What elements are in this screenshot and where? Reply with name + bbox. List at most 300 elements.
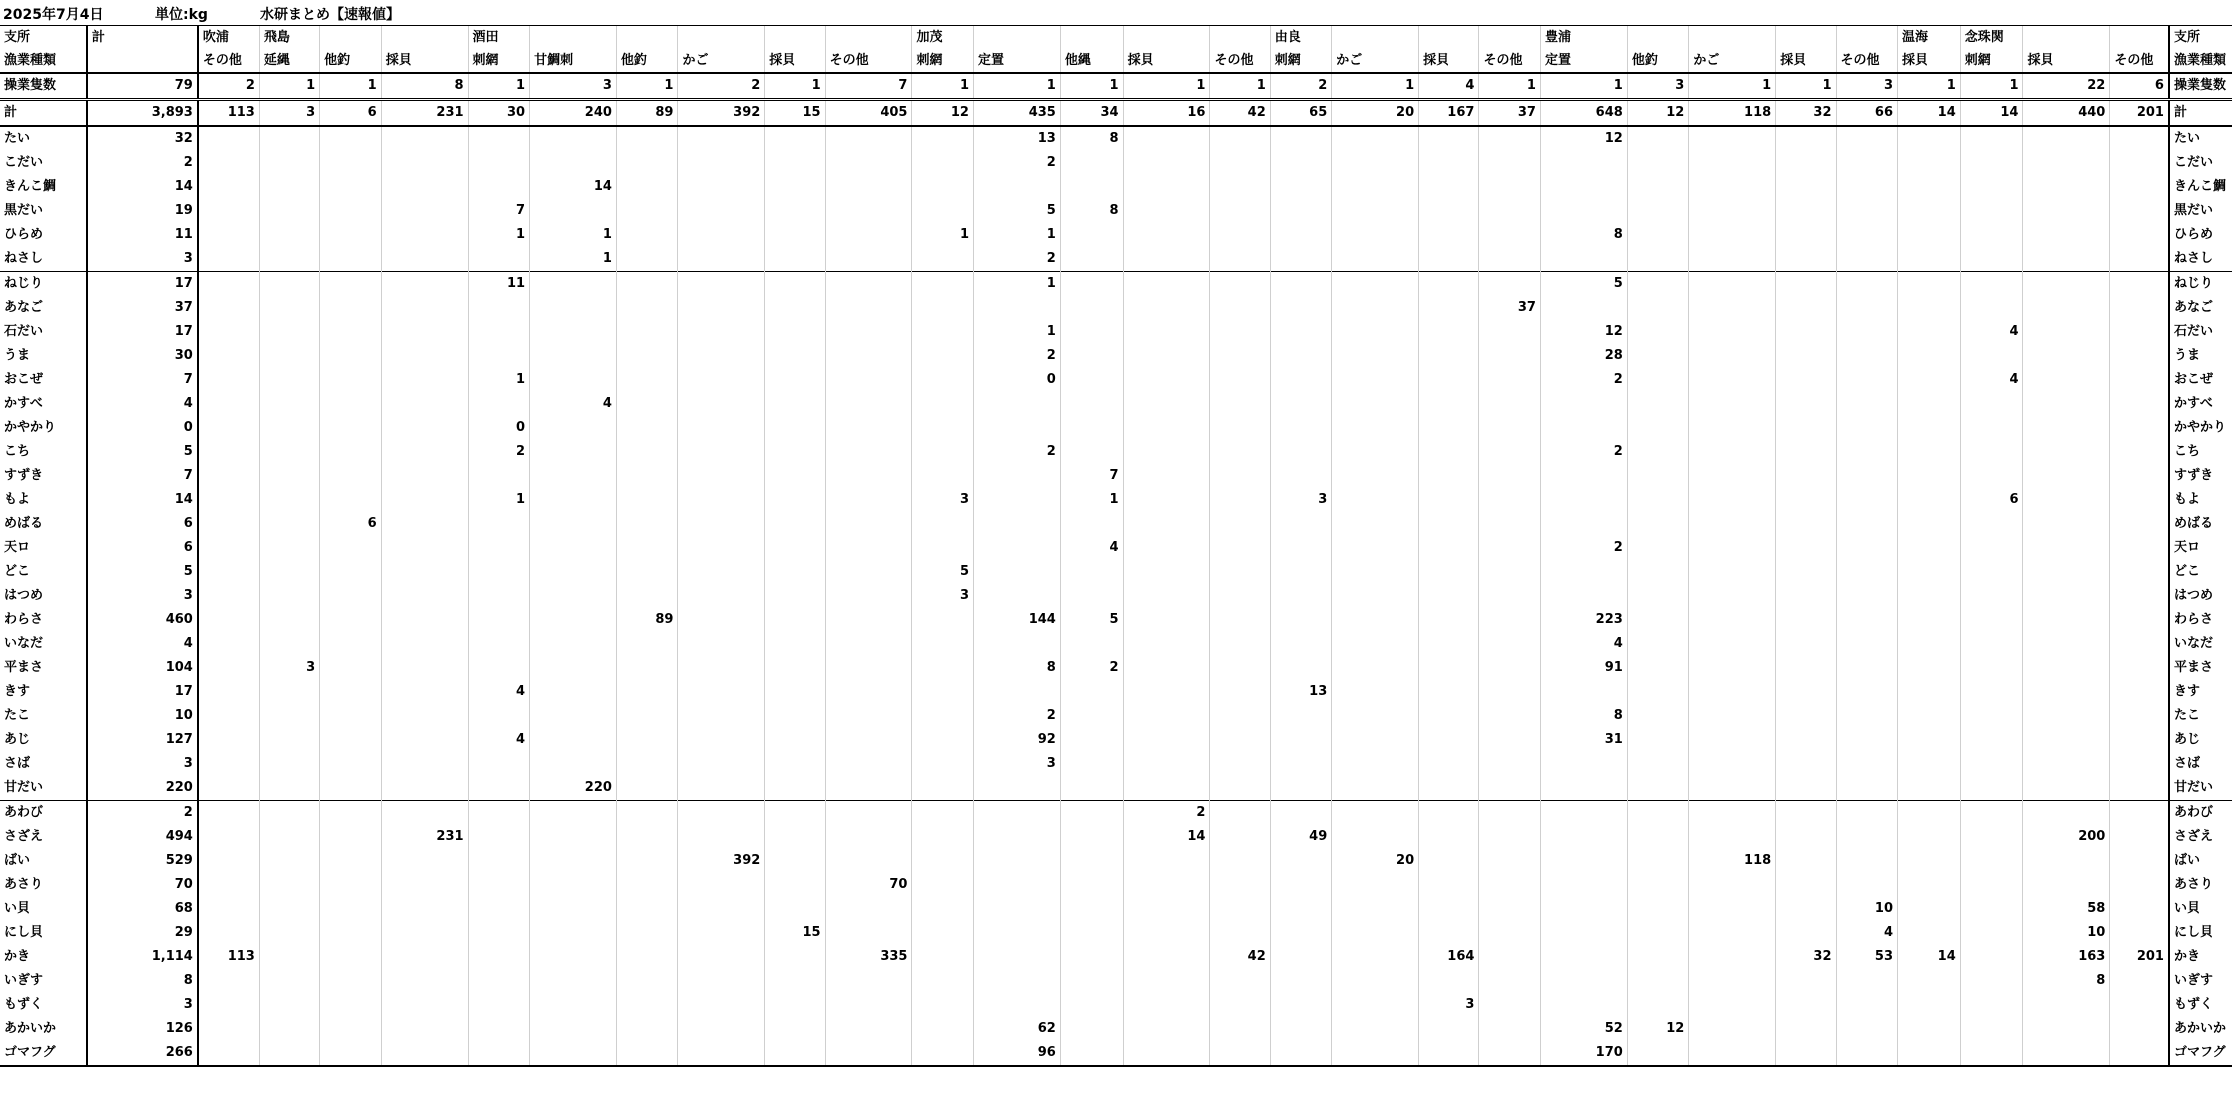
species-value-cell — [1332, 704, 1419, 728]
species-value-cell — [1123, 247, 1210, 272]
species-value-cell — [468, 512, 530, 536]
species-row — [0, 825, 2232, 849]
species-value-cell — [468, 584, 530, 608]
species-value-cell — [468, 464, 530, 488]
species-value-cell — [825, 849, 912, 873]
total-cell: 240 — [530, 100, 617, 127]
species-value-cell — [765, 969, 825, 993]
gear-cell: 刺網 — [912, 49, 974, 73]
species-value-cell: 13 — [1270, 680, 1332, 704]
species-value-cell — [1210, 392, 1270, 416]
species-value-cell — [2023, 1017, 2110, 1041]
species-value-cell — [912, 921, 974, 945]
species-value-cell — [1898, 223, 1961, 247]
species-value-cell — [1776, 897, 1836, 921]
species-value-cell — [1776, 560, 1836, 584]
species-value-cell — [765, 873, 825, 897]
species-value-cell — [320, 440, 382, 464]
species-value-cell — [468, 175, 530, 199]
species-value-cell — [530, 560, 617, 584]
species-value-cell — [1627, 632, 1689, 656]
species-value-cell — [912, 728, 974, 752]
species-row — [0, 320, 2232, 344]
species-value-cell — [259, 849, 319, 873]
species-value-cell — [381, 247, 468, 272]
species-value-cell — [678, 632, 765, 656]
species-value-cell — [1898, 320, 1961, 344]
species-value-cell — [259, 344, 319, 368]
species-value-cell — [1898, 608, 1961, 632]
total-cell: 14 — [1898, 100, 1961, 127]
species-name: 天ロ — [4, 540, 31, 555]
vessel-count-cell: 79 — [87, 73, 198, 100]
species-value-cell — [2110, 873, 2169, 897]
branch-name-cell — [1776, 26, 1836, 50]
species-value-cell — [825, 776, 912, 801]
species-value-cell — [616, 320, 678, 344]
species-value-cell — [198, 728, 260, 752]
species-value-cell — [1776, 464, 1836, 488]
species-value-cell — [1627, 776, 1689, 801]
species-value-cell — [1627, 320, 1689, 344]
species-value-cell — [973, 776, 1060, 801]
species-value-cell — [198, 488, 260, 512]
species-value-cell — [2110, 969, 2169, 993]
species-value-cell — [1332, 296, 1419, 320]
species-value-cell — [1479, 608, 1541, 632]
species-value-cell: 32 — [1776, 945, 1836, 969]
species-value-cell — [1776, 512, 1836, 536]
gear-cell: 採貝 — [765, 49, 825, 73]
species-row — [0, 584, 2232, 608]
species-value-cell — [1270, 151, 1332, 175]
species-value-cell — [1332, 969, 1419, 993]
species-value-cell — [2110, 464, 2169, 488]
total-label-right: 計 — [2169, 100, 2232, 127]
species-value-cell — [1898, 801, 1961, 826]
species-value-cell — [198, 704, 260, 728]
species-value-cell — [468, 560, 530, 584]
species-value-cell — [381, 728, 468, 752]
species-value-cell — [973, 392, 1060, 416]
branch-name-cell — [381, 26, 468, 50]
species-value-cell — [1627, 849, 1689, 873]
species-name-right: こち — [2169, 440, 2232, 464]
species-value-cell — [320, 126, 382, 151]
species-value-cell: 2 — [1540, 536, 1627, 560]
species-value-cell — [616, 175, 678, 199]
species-name: もよ — [4, 492, 31, 507]
species-value-cell — [1836, 199, 1898, 223]
species-value-cell — [1540, 849, 1627, 873]
species-value-cell — [1898, 126, 1961, 151]
species-value-cell — [1419, 272, 1479, 297]
species-value-cell — [2110, 416, 2169, 440]
species-value-cell — [320, 1041, 382, 1066]
species-value-cell — [1540, 945, 1627, 969]
species-value-cell — [678, 368, 765, 392]
species-value-cell — [1776, 320, 1836, 344]
species-value-cell — [825, 512, 912, 536]
species-value-cell: 460 — [87, 608, 198, 632]
species-value-cell — [765, 680, 825, 704]
species-value-cell: 4 — [1836, 921, 1898, 945]
species-value-cell: 0 — [87, 416, 198, 440]
species-value-cell: 126 — [87, 1017, 198, 1041]
species-value-cell — [1332, 776, 1419, 801]
species-value-cell — [765, 464, 825, 488]
species-name-right: こだい — [2169, 151, 2232, 175]
species-row — [0, 801, 2232, 826]
species-value-cell — [1270, 801, 1332, 826]
species-value-cell — [1332, 320, 1419, 344]
species-value-cell — [1210, 512, 1270, 536]
species-value-cell — [1689, 969, 1776, 993]
species-value-cell — [678, 897, 765, 921]
species-value-cell — [530, 704, 617, 728]
species-value-cell — [912, 320, 974, 344]
species-value-cell — [381, 656, 468, 680]
gear-cell: 他釣 — [616, 49, 678, 73]
species-row — [0, 945, 2232, 969]
species-value-cell — [912, 825, 974, 849]
species-value-cell — [2110, 897, 2169, 921]
species-value-cell — [259, 825, 319, 849]
branch-name-cell — [616, 26, 678, 50]
species-value-cell — [1479, 728, 1541, 752]
total-cell: 167 — [1419, 100, 1479, 127]
species-value-cell — [198, 272, 260, 297]
species-value-cell — [912, 656, 974, 680]
species-value-cell — [381, 921, 468, 945]
species-value-cell — [1479, 320, 1541, 344]
species-value-cell — [320, 608, 382, 632]
species-value-cell — [973, 296, 1060, 320]
species-value-cell — [1270, 1041, 1332, 1066]
species-value-cell — [616, 632, 678, 656]
species-value-cell: 7 — [1060, 464, 1123, 488]
species-value-cell — [259, 1041, 319, 1066]
species-value-cell — [1479, 440, 1541, 464]
species-value-cell — [1332, 392, 1419, 416]
species-value-cell: 220 — [87, 776, 198, 801]
species-value-cell — [1479, 776, 1541, 801]
species-value-cell — [2110, 704, 2169, 728]
species-value-cell — [1332, 536, 1419, 560]
species-value-cell — [616, 368, 678, 392]
species-value-cell — [259, 608, 319, 632]
species-value-cell — [1210, 1041, 1270, 1066]
species-name: かやかり — [4, 420, 57, 435]
species-value-cell — [1776, 199, 1836, 223]
species-row — [0, 680, 2232, 704]
species-value-cell — [1060, 320, 1123, 344]
species-value-cell — [973, 993, 1060, 1017]
species-value-cell: 2 — [1540, 440, 1627, 464]
species-value-cell — [2110, 344, 2169, 368]
species-value-cell — [1060, 801, 1123, 826]
species-value-cell — [1270, 752, 1332, 776]
species-value-cell — [1689, 801, 1776, 826]
species-value-cell — [973, 969, 1060, 993]
species-value-cell — [320, 849, 382, 873]
species-value-cell — [2023, 752, 2110, 776]
species-value-cell — [1776, 151, 1836, 175]
species-value-cell — [2023, 416, 2110, 440]
species-value-cell — [2023, 440, 2110, 464]
species-value-cell — [530, 416, 617, 440]
species-value-cell — [765, 223, 825, 247]
total-cell: 3,893 — [87, 100, 198, 127]
species-row — [0, 199, 2232, 223]
species-row — [0, 151, 2232, 175]
species-value-cell — [825, 272, 912, 297]
species-value-cell — [973, 921, 1060, 945]
species-value-cell — [1270, 223, 1332, 247]
gear-cell: その他 — [198, 49, 260, 73]
species-value-cell — [1689, 440, 1776, 464]
species-value-cell: 8 — [1540, 704, 1627, 728]
species-value-cell — [973, 825, 1060, 849]
species-value-cell — [530, 632, 617, 656]
species-value-cell — [1270, 464, 1332, 488]
species-value-cell — [1836, 440, 1898, 464]
species-value-cell — [530, 825, 617, 849]
species-name: あなご — [4, 300, 44, 315]
vessel-count-cell: 1 — [1060, 73, 1123, 100]
species-value-cell — [1123, 440, 1210, 464]
vessel-count-cell: 22 — [2023, 73, 2110, 100]
species-value-cell — [1776, 536, 1836, 560]
gear-cell: その他 — [1836, 49, 1898, 73]
species-value-cell — [1627, 464, 1689, 488]
species-value-cell — [1960, 296, 2023, 320]
species-value-cell — [1123, 873, 1210, 897]
species-value-cell — [1270, 272, 1332, 297]
gear-cell: その他 — [825, 49, 912, 73]
species-value-cell — [1210, 825, 1270, 849]
vessel-count-cell: 1 — [320, 73, 382, 100]
species-value-cell — [1210, 849, 1270, 873]
species-value-cell — [1540, 680, 1627, 704]
species-value-cell — [1419, 199, 1479, 223]
species-value-cell — [1060, 368, 1123, 392]
species-value-cell — [2023, 849, 2110, 873]
species-value-cell — [1419, 560, 1479, 584]
species-value-cell — [1776, 825, 1836, 849]
species-name-right: おこぜ — [2169, 368, 2232, 392]
species-value-cell — [1898, 656, 1961, 680]
species-value-cell — [259, 969, 319, 993]
species-value-cell — [320, 680, 382, 704]
species-value-cell — [1270, 440, 1332, 464]
vessel-count-cell: 1 — [1210, 73, 1270, 100]
species-value-cell — [616, 464, 678, 488]
species-value-cell — [1270, 175, 1332, 199]
species-value-cell — [198, 825, 260, 849]
species-value-cell — [2110, 656, 2169, 680]
species-value-cell — [1270, 126, 1332, 151]
species-value-cell — [765, 728, 825, 752]
species-value-cell — [1627, 608, 1689, 632]
branch-name-cell: 酒田 — [468, 26, 530, 50]
vessel-count-cell: 1 — [765, 73, 825, 100]
species-value-cell — [825, 921, 912, 945]
species-value-cell: 2 — [973, 704, 1060, 728]
species-value-cell — [259, 296, 319, 320]
species-value-cell — [1540, 993, 1627, 1017]
branch-header-label-right: 支所 — [2169, 26, 2232, 50]
species-value-cell — [1270, 536, 1332, 560]
species-value-cell — [912, 897, 974, 921]
species-value-cell — [1419, 151, 1479, 175]
species-value-cell — [1123, 704, 1210, 728]
species-value-cell — [381, 536, 468, 560]
species-value-cell — [825, 368, 912, 392]
species-value-cell — [1270, 344, 1332, 368]
species-name-right: きす — [2169, 680, 2232, 704]
species-value-cell: 4 — [87, 392, 198, 416]
species-value-cell — [1627, 825, 1689, 849]
report-subtitle: 水研まとめ【速報値】 — [260, 7, 400, 23]
species-value-cell — [1419, 728, 1479, 752]
species-value-cell — [2110, 632, 2169, 656]
species-value-cell — [1627, 752, 1689, 776]
species-value-cell — [765, 247, 825, 272]
species-value-cell — [1479, 488, 1541, 512]
species-value-cell: 8 — [973, 656, 1060, 680]
species-value-cell: 6 — [1960, 488, 2023, 512]
species-value-cell — [1836, 849, 1898, 873]
species-name-right: もよ — [2169, 488, 2232, 512]
gear-cell: 採貝 — [1776, 49, 1836, 73]
species-value-cell — [1270, 704, 1332, 728]
total-cell: 113 — [198, 100, 260, 127]
species-value-cell — [973, 897, 1060, 921]
species-value-cell — [1836, 464, 1898, 488]
species-value-cell — [1627, 296, 1689, 320]
species-value-cell: 1 — [1060, 488, 1123, 512]
species-value-cell — [320, 752, 382, 776]
vessel-count-cell: 2 — [1270, 73, 1332, 100]
species-value-cell — [616, 656, 678, 680]
species-value-cell — [1898, 921, 1961, 945]
species-value-cell: 14 — [87, 488, 198, 512]
species-value-cell — [1960, 608, 2023, 632]
species-value-cell: 4 — [468, 680, 530, 704]
species-value-cell — [1776, 223, 1836, 247]
species-value-cell — [259, 704, 319, 728]
species-value-cell — [259, 247, 319, 272]
species-value-cell — [1776, 632, 1836, 656]
species-value-cell — [1836, 704, 1898, 728]
species-value-cell: 220 — [530, 776, 617, 801]
species-value-cell — [1270, 560, 1332, 584]
species-value-cell — [1270, 921, 1332, 945]
species-row — [0, 1041, 2232, 1066]
species-value-cell — [1776, 752, 1836, 776]
species-value-cell — [1898, 969, 1961, 993]
species-name-right: かやかり — [2169, 416, 2232, 440]
species-row — [0, 392, 2232, 416]
species-value-cell: 89 — [616, 608, 678, 632]
species-value-cell — [381, 584, 468, 608]
species-value-cell — [1419, 873, 1479, 897]
species-value-cell — [1836, 873, 1898, 897]
species-value-cell — [198, 993, 260, 1017]
species-value-cell — [320, 199, 382, 223]
species-value-cell — [381, 512, 468, 536]
species-value-cell — [1776, 416, 1836, 440]
species-value-cell — [381, 223, 468, 247]
branch-name-cell — [2110, 26, 2169, 50]
species-value-cell — [530, 272, 617, 297]
branch-name-cell: 温海 — [1898, 26, 1961, 50]
species-value-cell — [1479, 223, 1541, 247]
species-name: い貝 — [4, 901, 31, 916]
species-value-cell — [320, 897, 382, 921]
species-value-cell — [1836, 728, 1898, 752]
species-value-cell — [1960, 223, 2023, 247]
species-value-cell — [1836, 752, 1898, 776]
species-value-cell — [973, 512, 1060, 536]
species-name: ねじり — [0, 272, 87, 297]
species-value-cell — [1689, 776, 1776, 801]
gear-cell: 採貝 — [1419, 49, 1479, 73]
species-value-cell — [198, 632, 260, 656]
species-value-cell — [825, 993, 912, 1017]
species-value-cell — [1627, 368, 1689, 392]
species-value-cell — [825, 199, 912, 223]
species-value-cell — [1123, 536, 1210, 560]
species-value-cell — [912, 993, 974, 1017]
species-value-cell: 91 — [1540, 656, 1627, 680]
species-value-cell — [381, 873, 468, 897]
species-value-cell — [765, 126, 825, 151]
species-value-cell — [973, 488, 1060, 512]
gear-cell: かご — [678, 49, 765, 73]
species-value-cell — [1123, 728, 1210, 752]
species-value-cell — [678, 584, 765, 608]
gear-cell: 採貝 — [381, 49, 468, 73]
species-value-cell — [530, 849, 617, 873]
species-value-cell: 0 — [468, 416, 530, 440]
species-value-cell — [1898, 873, 1961, 897]
species-value-cell — [825, 464, 912, 488]
species-value-cell — [1060, 849, 1123, 873]
species-value-cell — [2023, 608, 2110, 632]
species-value-cell — [320, 825, 382, 849]
species-value-cell — [381, 632, 468, 656]
species-name: かすべ — [4, 396, 43, 411]
species-value-cell — [973, 560, 1060, 584]
species-value-cell: 3 — [973, 752, 1060, 776]
species-value-cell — [259, 921, 319, 945]
species-value-cell — [1689, 344, 1776, 368]
species-value-cell — [1627, 536, 1689, 560]
species-value-cell — [320, 464, 382, 488]
total-cell: 32 — [1776, 100, 1836, 127]
species-value-cell — [765, 656, 825, 680]
species-value-cell — [2023, 776, 2110, 801]
species-value-cell — [1123, 199, 1210, 223]
species-value-cell — [765, 825, 825, 849]
species-value-cell — [1776, 368, 1836, 392]
total-cell: 37 — [1479, 100, 1541, 127]
species-value-cell — [381, 416, 468, 440]
species-value-cell — [1836, 247, 1898, 272]
species-value-cell: 144 — [973, 608, 1060, 632]
